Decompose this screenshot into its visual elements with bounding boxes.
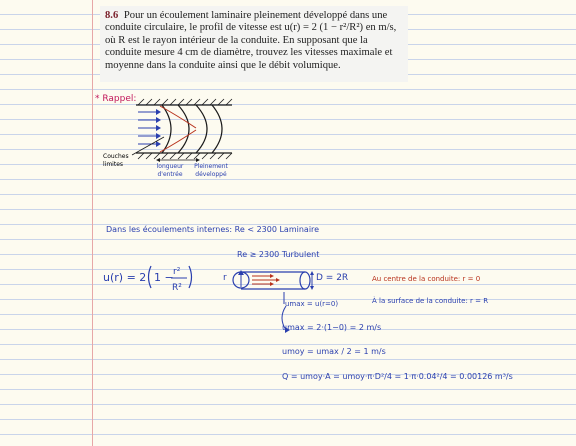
label-pipe-diameter: D = 2R — [316, 273, 349, 283]
line-umax-definition: umax = u(r=0) — [285, 300, 339, 308]
note-reynolds-turbulent: Re ≥ 2300 Turbulent — [237, 250, 320, 259]
problem-text: Pour un écoulement laminaire pleinement développé dans une conduite circulaire, le profil de vitesse est u(r) = 2 (1 − r²/R²) en m/s, où R est le rayon intérieur de la conduite. En supposant que la conduite mesure 4 cm de diamètre, trouvez les vitesses maximale et moyenne dans la conduite ainsi que le débit volumique. — [105, 10, 397, 71]
note-reynolds-laminar: Dans les écoulements internes: Re < 2300 Laminaire — [106, 225, 320, 234]
equation-denominator: R² — [172, 283, 182, 293]
pipe-entrance-diagram — [132, 99, 232, 162]
label-pipe-r: r — [223, 273, 227, 283]
line-umax-value: umax = 2·(1−0) = 2 m/s — [282, 323, 382, 332]
velocity-equation — [103, 266, 192, 293]
line-flow-rate: Q = umoy·A = umoy·π·D²/4 = 1·π·0.04²/4 = 0.00126 m³/s — [282, 372, 513, 381]
label-longueur-entree: longueur d'entrée — [156, 163, 184, 178]
label-pleinement-developpe: Pleinement développé — [194, 163, 228, 178]
equation-lhs: u(r) = 2 — [103, 271, 147, 284]
rappel-heading: * Rappel: — [95, 94, 137, 104]
equation-paren-right — [189, 266, 192, 288]
label-couches-limites: Couches limites — [103, 153, 129, 168]
note-pipe-surface: À la surface de la conduite: r = R — [372, 297, 489, 305]
equation-paren-left — [149, 266, 152, 288]
equation-numerator: r² — [173, 267, 181, 277]
problem-number: 8.6 — [105, 10, 119, 21]
equation-one: 1 − — [154, 271, 174, 284]
note-center-axis: Au centre de la conduite: r = 0 — [372, 275, 481, 283]
line-umoy: umoy = umax / 2 = 1 m/s — [282, 347, 386, 356]
